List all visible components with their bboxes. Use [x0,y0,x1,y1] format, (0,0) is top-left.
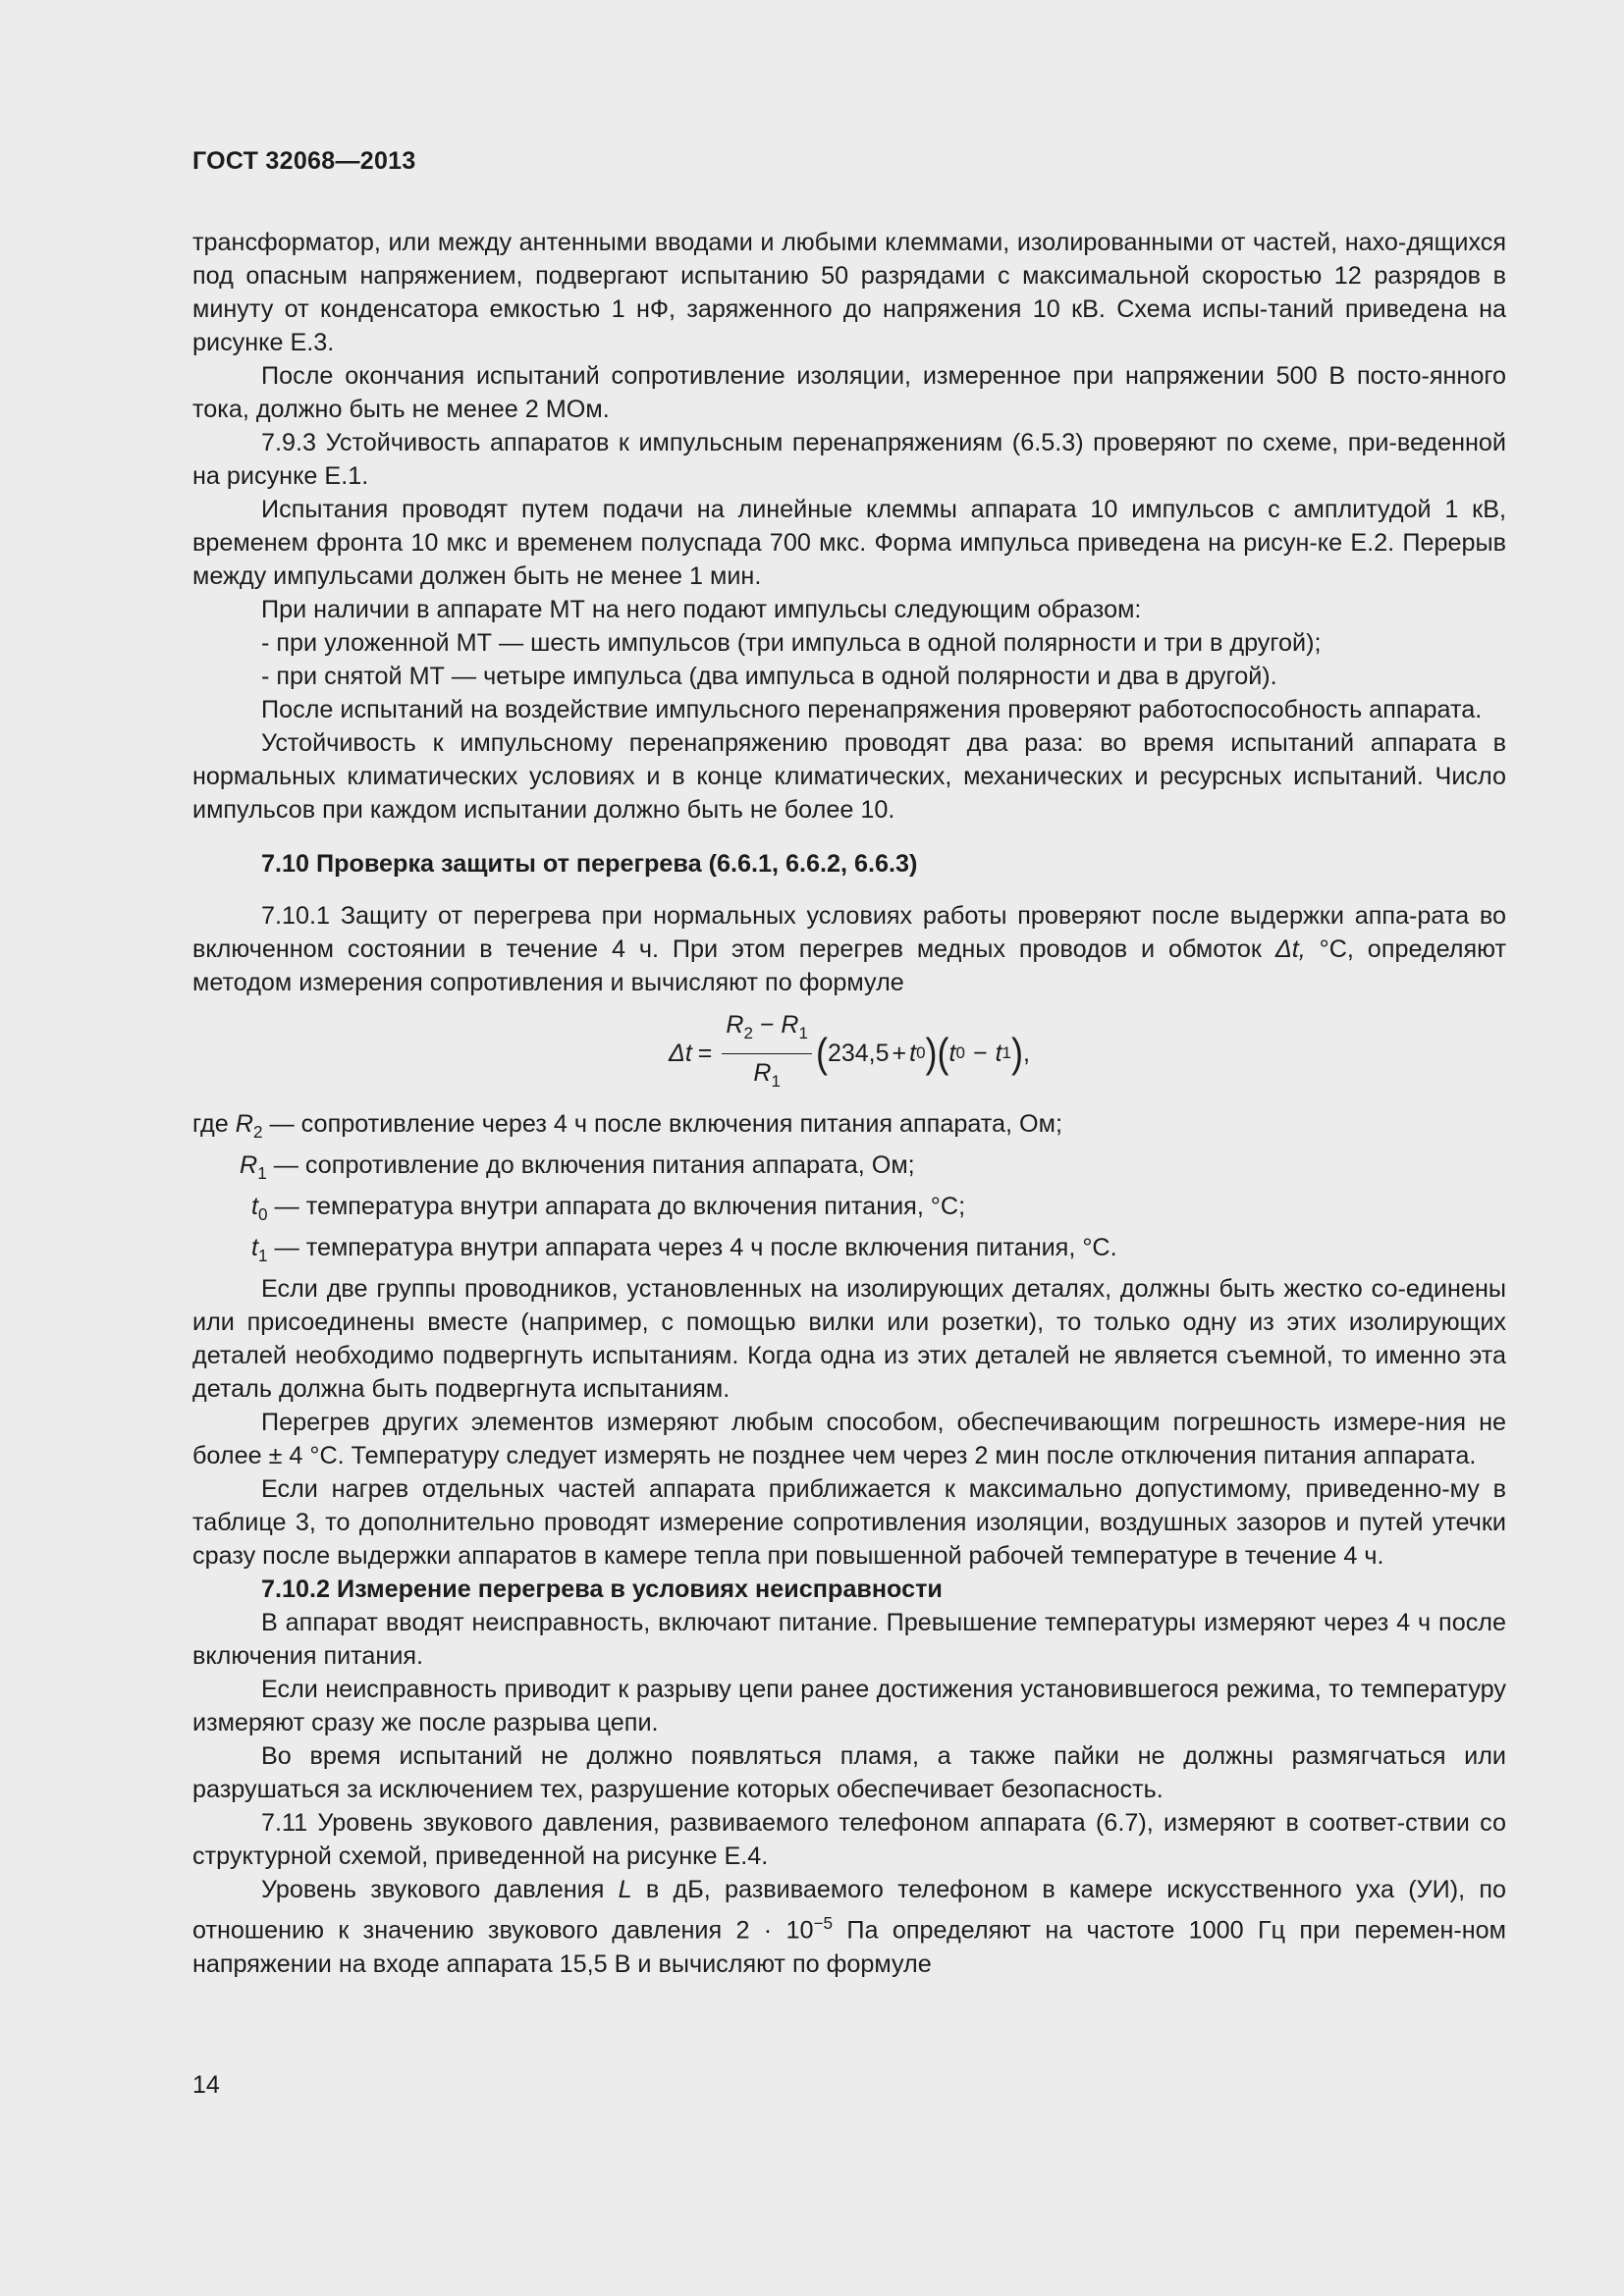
list-item: - при уложенной МТ — шесть импульсов (три импульса в одной полярности и три в другой); [261,629,1322,657]
delta-t-symbol: Δt, [1274,935,1306,963]
formula-var: R [726,1011,744,1039]
definition-text: — сопротивление через 4 ч после включения питания аппарата, Ом; [262,1110,1062,1138]
paren: ( [937,1029,949,1076]
formula-definitions [192,1107,1506,1272]
formula-numerator [722,1008,812,1054]
definition-row [192,1231,1506,1272]
definition-sub: 2 [252,1122,263,1143]
definition-symbol: R [235,1110,253,1138]
paragraph-text: в дБ, развиваемого телефоном в камере искусственного уха (УИ), по отношению к значению звукового давления 2 · 10 [192,1876,1506,1945]
paragraph-text: Уровень звукового давления [261,1876,619,1904]
exponent: −5 [813,1913,834,1934]
paragraph: Во время испытаний не должно появляться пламя, а также пайки не должны размягчаться или разрушаться за исключением тех, разрушение которых обеспечивает безопасность. [192,1742,1506,1804]
definition-symbol: t [251,1193,258,1221]
paragraph: При наличии в аппарате МТ на него подают импульсы следующим образом: [261,596,1142,623]
definition-sub: 1 [257,1163,267,1184]
paragraph: Если неисправность приводит к разрыву цепи ранее достижения установившегося режима, то температуру измеряют сразу же после разрыва цепи. [192,1676,1506,1737]
formula-op: − [972,1040,988,1067]
formula-var: R [781,1011,799,1039]
page-body [192,226,1506,1981]
formula-var: t [948,1040,956,1067]
paragraph: Если две группы проводников, установленных на изолирующих деталях, должны быть жестко со-единены или присоединены вместе (например, с помощью вилки или розетки), то только одну из этих изолирующих деталей необходимо подвергнуть испытаниям. Когда одна из этих деталей не является съемной, то именно эта деталь должна быть подвергнута испытаниям. [192,1275,1506,1404]
list-item: - при снятой МТ — четыре импульса (два импульса в одной полярности и два в другой). [261,663,1277,690]
paragraph-text: Па определяют на частоте 1000 Гц при перемен-ном напряжении на входе аппарата 15,5 В и вычисляют по формуле [192,1916,1506,1978]
formula-comma: , [1023,1040,1030,1067]
paragraph: После окончания испытаний сопротивление изоляции, измеренное при напряжении 500 В посто-янного тока, должно быть не менее 2 МОм. [192,362,1506,423]
paragraph-text: °С, определяют методом измерения сопротивления и вычисляют по формуле [192,935,1506,996]
formula-var: R [753,1059,772,1087]
formula-fraction [722,1008,812,1098]
section-heading: 7.10 Проверка защиты от перегрева (6.6.1, 6.6.2, 6.6.3) [261,850,918,878]
formula-sub: 1 [1001,1043,1011,1062]
paragraph: После испытаний на воздействие импульсного перенапряжения проверяют работоспособность аппарата. [261,696,1483,723]
formula-lhs: Δt [669,1040,692,1067]
paren: ( [815,1029,828,1076]
paragraph: В аппарат вводят неисправность, включают питание. Превышение температуры измеряют через 4 ч после включения питания. [192,1609,1506,1671]
paren: ) [925,1029,938,1076]
paragraph [192,899,1506,999]
paragraph: 7.9.3 Устойчивость аппаратов к импульсным перенапряжениям (6.5.3) проверяют по схеме, при-веденной на рисунке Е.1. [192,429,1506,490]
definition-row [192,1148,1506,1190]
paragraph: Испытания проводят путем подачи на линейные клеммы аппарата 10 импульсов с амплитудой 1 кВ, временем фронта 10 мкс и временем полуспада 700 мкс. Форма импульса приведена на рисун-ке Е.2. Перерыв между импульсами должен быть не менее 1 мин. [192,496,1506,590]
formula-op: − [759,1011,775,1039]
paragraph [192,1873,1506,1980]
paren: ) [1011,1029,1023,1076]
definition-sub: 1 [258,1246,268,1266]
page-number: 14 [192,2071,220,2099]
paragraph: Перегрев других элементов измеряют любым способом, обеспечивающим погрешность измере-ния не более ± 4 °С. Температуру следует измерять не позднее чем через 2 мин после отключения питания аппарата. [192,1409,1506,1470]
formula-var: t [995,1040,1002,1067]
sound-level-symbol: L [618,1876,632,1904]
definition-text: — сопротивление до включения питания аппарата, Ом; [266,1151,915,1180]
formula-sub: 1 [798,1024,808,1042]
paragraph-text: 7.10.1 Защиту от перегрева при нормальных условиях работы проверяют после выдержки аппа-рата во включенном состоянии в течение 4 ч. При этом перегрев медных проводов и обмоток [192,902,1506,963]
overheat-formula [192,999,1506,1107]
paragraph: трансформатор, или между антенными вводами и любыми клеммами, изолированными от частей, нахо-дящихся под опасным напряжением, подвергают испытанию 50 разрядами с максимальной скоростью 12 разрядов в минуту от конденсатора емкостью 1 нФ, заряженного до напряжения 10 кВ. Схема испы-таний приведена на рисунке Е.3. [192,229,1506,356]
formula-var: t [909,1040,917,1067]
formula-const: 234,5 [827,1040,890,1067]
definition-text: — температура внутри аппарата до включения питания, °С; [267,1193,966,1221]
paragraph: Если нагрев отдельных частей аппарата приближается к максимально допустимому, приведенно-му в таблице 3, то дополнительно проводят измерение сопротивления изоляции, воздушных зазоров и путей утечки сразу после выдержки аппаратов в камере тепла при повышенной рабочей температуре в течение 4 ч. [192,1475,1506,1571]
document-header: ГОСТ 32068—2013 [192,147,416,175]
formula-sub: 0 [955,1043,965,1062]
formula-denominator [753,1054,781,1098]
formula-op: + [892,1040,907,1067]
formula-sub: 1 [771,1072,781,1091]
definition-text: — температура внутри аппарата через 4 ч после включения питания, °С. [267,1234,1117,1262]
definition-row [192,1107,1506,1148]
definition-symbol: t [251,1234,258,1262]
definition-prefix: где [192,1110,236,1138]
paragraph: Устойчивость к импульсному перенапряжению проводят два раза: во время испытаний аппарата в нормальных климатических условиях и в конце климатических, механических и ресурсных испытаний. Число импульсов при каждом испытании должно быть не более 10. [192,729,1506,824]
formula-sub: 2 [743,1024,753,1042]
paragraph: 7.11 Уровень звукового давления, развиваемого телефоном аппарата (6.7), измеряют в соответ-ствии со структурной схемой, приведенной на рисунке Е.4. [192,1809,1506,1871]
formula-equals: = [697,1040,713,1067]
formula-sub: 0 [916,1043,926,1062]
definition-sub: 0 [258,1204,268,1225]
definition-symbol: R [240,1151,258,1180]
definition-row [192,1190,1506,1231]
subsection-heading: 7.10.2 Измерение перегрева в условиях неисправности [261,1575,943,1604]
